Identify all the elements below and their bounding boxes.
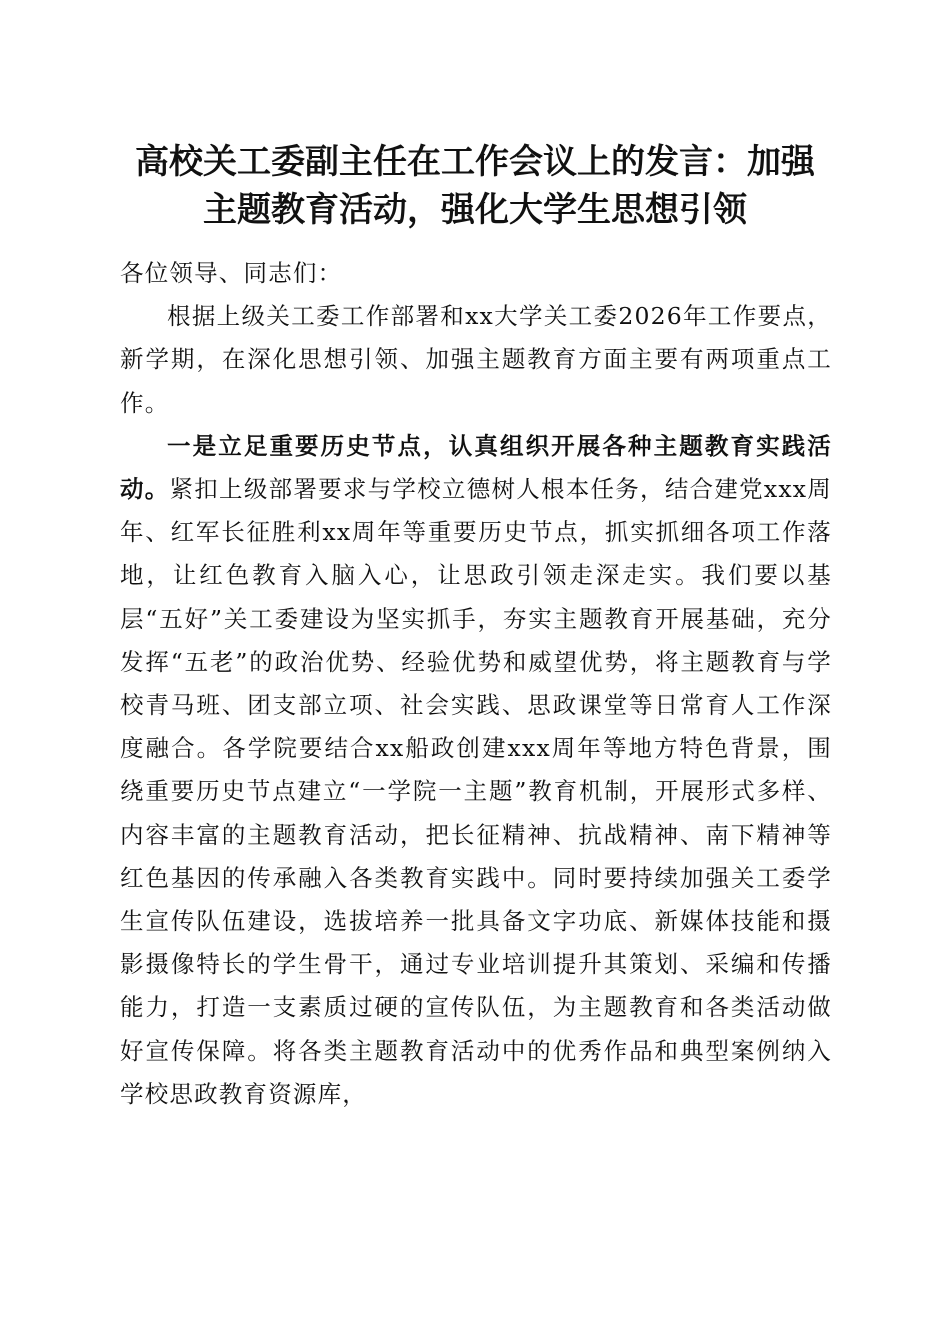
paragraph-2-body: 紧扣上级部署要求与学校立德树人根本任务，结合建党xxx周年、红军长征胜利xx周年等重要历史节点，抓实抓细各项工作落地，让红色教育入脑入心，让思政引领走深走实。我们要以基层“五好”关工委建设为坚实抓手，夯实主题教育开展基础，充分发挥“五老”的政治优势、经验优势和威望优势，将主题教育与学校青马班、团支部立项、社会实践、思政课堂等日常育人工作深度融合。各学院要结合xx船政创建xxx周年等地方特色背景，围绕重要历史节点建立“一学院一主题”教育机制，开展形式多样、内容丰富的主题教育活动，把长征精神、抗战精神、南下精神等红色基因的传承融入各类教育实践中。同时要持续加强关工委学生宣传队伍建设，选拔培养一批具备文字功底、新媒体技能和摄影摄像特长的学生骨干，通过专业培训提升其策划、采编和传播能力，打造一支素质过硬的宣传队伍，为主题教育和各类活动做好宣传保障。将各类主题教育活动中的优秀作品和典型案例纳入学校思政教育资源库， xyxy=(120,475,832,1108)
paragraph-1: 根据上级关工委工作部署和xx大学关工委2026年工作要点，新学期，在深化思想引领、加强主题教育方面主要有两项重点工作。 xyxy=(120,302,832,417)
paragraph-2-lead: 一是立足重要历史节点，认真组织开展各种主题教育实践活动。 xyxy=(120,431,832,504)
salutation: 各位领导、同志们： xyxy=(120,259,343,287)
document-body xyxy=(120,252,832,1116)
paragraph-2 xyxy=(120,425,832,1116)
title-line-2: 主题教育活动，强化大学生思想引领 xyxy=(203,190,747,230)
title-line-1: 高校关工委副主任在工作会议上的发言：加强 xyxy=(135,142,815,182)
document-title xyxy=(100,138,850,234)
